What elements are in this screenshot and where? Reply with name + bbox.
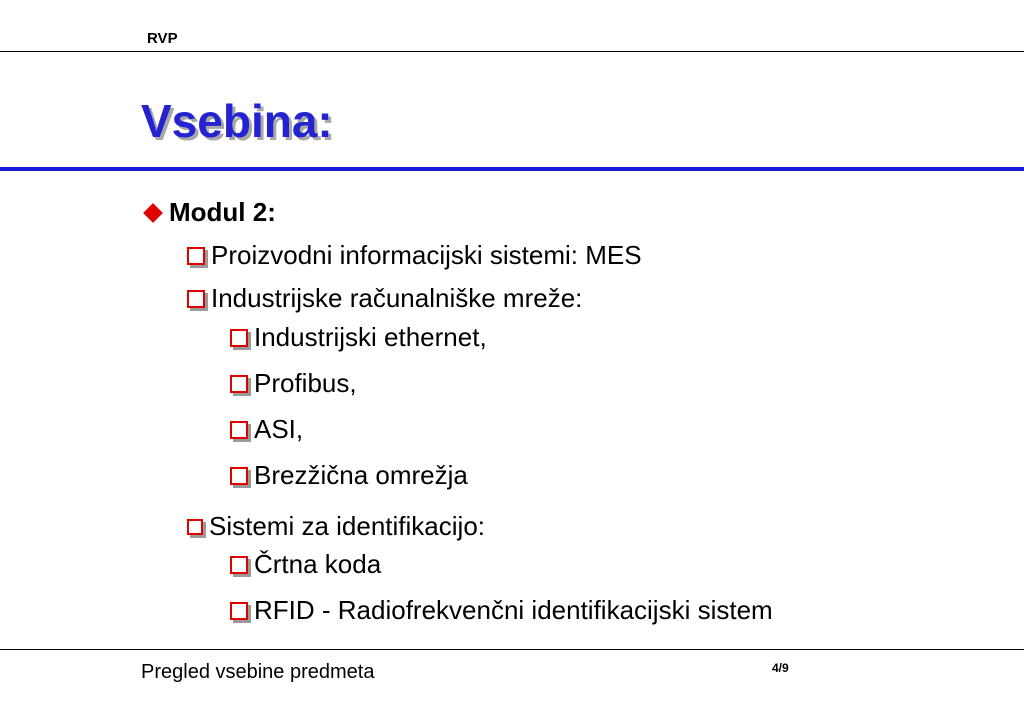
bullet-text: RFID - Radiofrekvenčni identifikacijski sistem	[254, 595, 773, 625]
footer-divider	[0, 649, 1024, 650]
title-underline	[0, 167, 1024, 171]
footer-title: Pregled vsebine predmeta	[141, 661, 375, 683]
sub-bullet-item	[230, 322, 487, 353]
bullet-text: Industrijski ethernet,	[254, 322, 487, 352]
box-bullet-icon	[187, 519, 203, 535]
sub-bullet-item	[230, 414, 303, 445]
box-bullet-icon	[230, 375, 248, 393]
bullet-text: Brezžična omrežja	[254, 460, 468, 490]
page-number: 4/9	[772, 661, 789, 675]
box-bullet-icon	[230, 556, 248, 574]
bullet-item	[187, 511, 485, 542]
bullet-module	[140, 197, 276, 228]
sub-bullet-item	[230, 549, 381, 580]
bullet-text: ASI,	[254, 414, 304, 444]
sub-bullet-item	[230, 460, 468, 491]
box-bullet-icon	[187, 247, 205, 265]
box-bullet-icon	[187, 290, 205, 308]
header-divider	[0, 51, 1024, 52]
bullet-text: Profibus,	[254, 368, 357, 398]
bullet-text: Črtna koda	[254, 549, 382, 579]
bullet-text: Modul 2:	[169, 197, 276, 227]
slide-title: Vsebina:	[141, 95, 333, 147]
bullet-item	[187, 240, 642, 271]
sub-bullet-item	[230, 368, 357, 399]
bullet-item	[187, 283, 582, 314]
box-bullet-icon	[230, 329, 248, 347]
box-bullet-icon	[230, 467, 248, 485]
box-bullet-icon	[230, 421, 248, 439]
bullet-text: Proizvodni informacijski sistemi: MES	[211, 240, 642, 270]
bullet-text: Sistemi za identifikacijo:	[209, 511, 485, 541]
box-bullet-icon	[230, 602, 248, 620]
sub-bullet-item	[230, 595, 773, 626]
diamond-bullet-icon	[143, 203, 163, 223]
header-label: RVP	[147, 30, 178, 47]
bullet-text: Industrijske računalniške mreže:	[211, 283, 583, 313]
